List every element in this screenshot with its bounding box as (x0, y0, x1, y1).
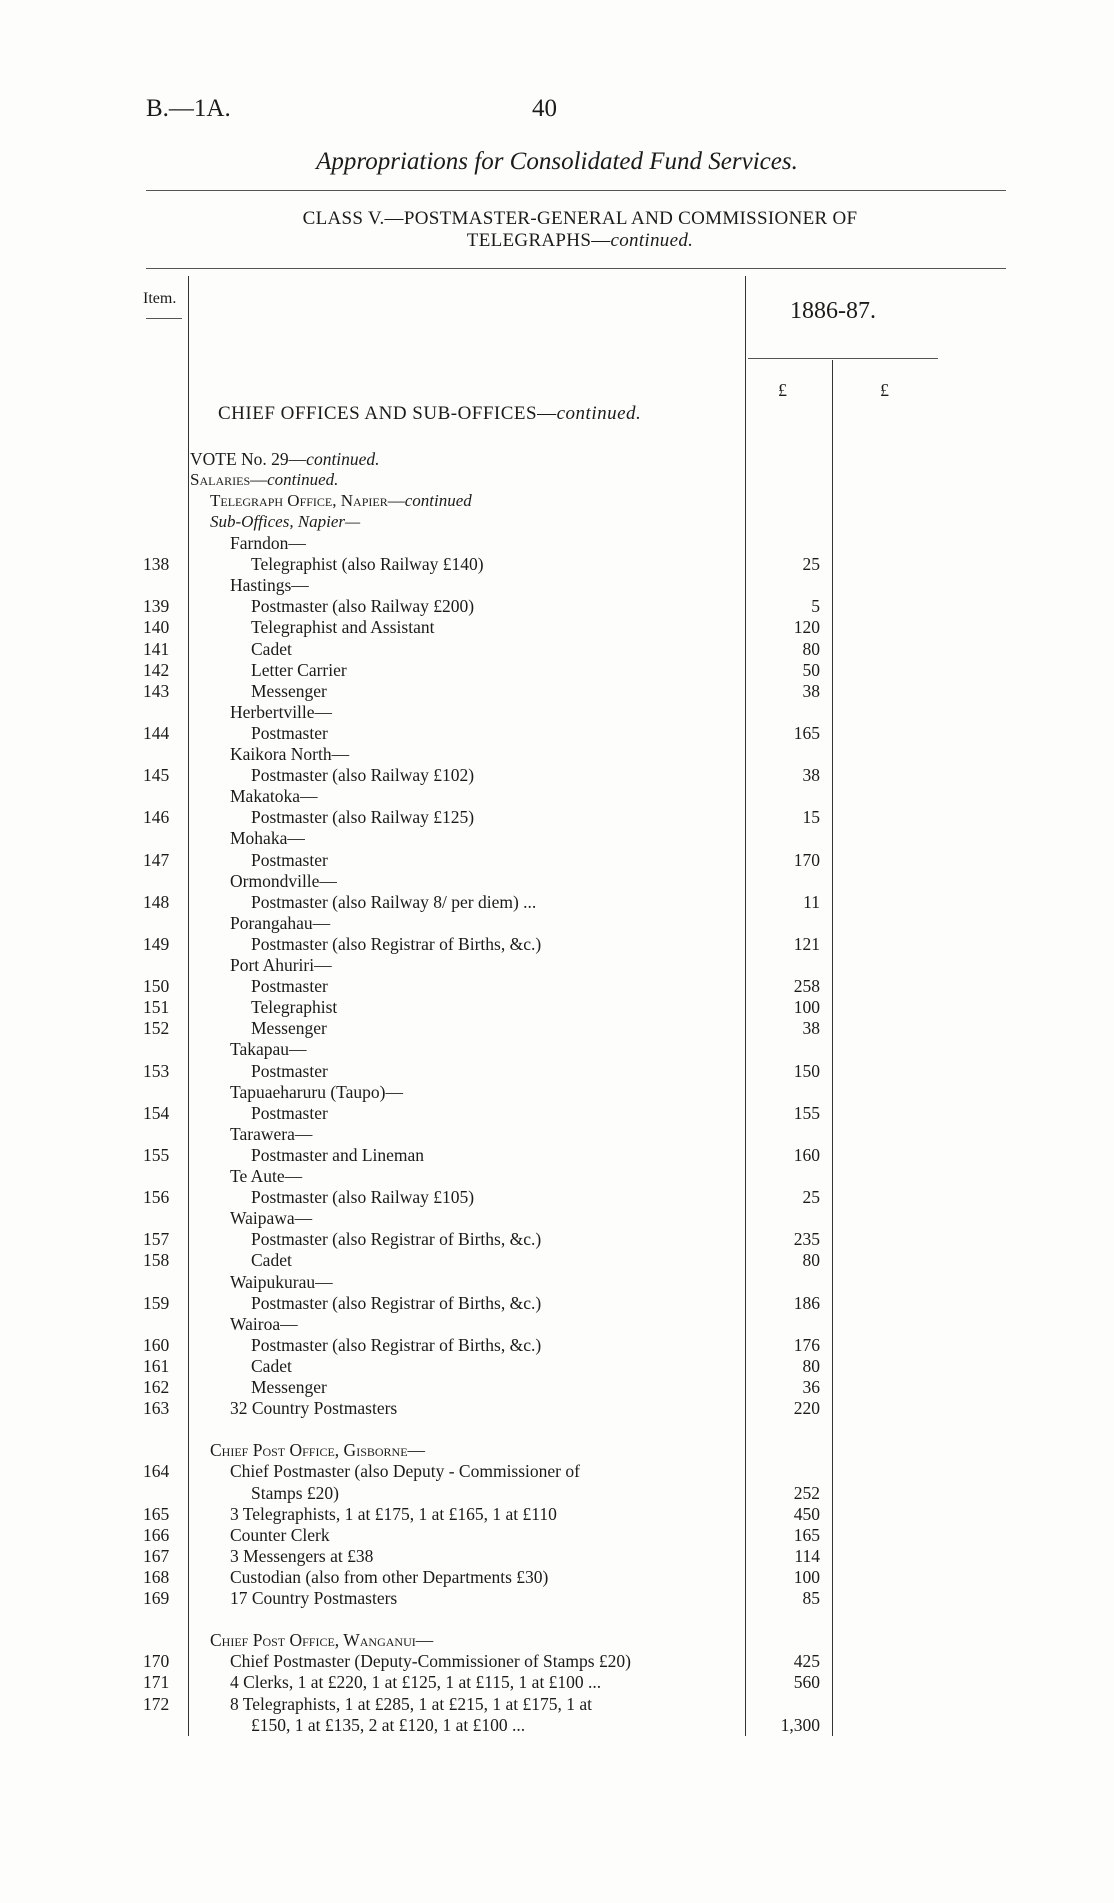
suboffices-heading: Sub-Offices, Napier— (210, 512, 361, 531)
item-number: 152 (143, 1018, 170, 1039)
currency-header-2: £ (880, 380, 889, 400)
item-description: Makatoka— (230, 786, 318, 807)
amount-value: 450 (793, 1503, 820, 1524)
table-row (0, 1567, 1114, 1588)
amount-value: 38 (802, 680, 820, 701)
table-top-rule (146, 268, 1006, 269)
subheading-row (0, 871, 1114, 892)
item-number: 161 (143, 1355, 170, 1376)
item-description: Chief Post Office, Wanganui— (210, 1630, 434, 1651)
page-number: 40 (532, 95, 557, 122)
item-number: 158 (143, 1250, 170, 1271)
amount-value: 15 (802, 807, 820, 828)
table-row (0, 1398, 1114, 1419)
item-description: Counter Clerk (230, 1524, 330, 1545)
item-description: Wairoa— (230, 1313, 298, 1334)
table-row (0, 639, 1114, 660)
item-number: 164 (143, 1461, 170, 1482)
item-description: Postmaster (also Railway £105) (251, 1187, 475, 1208)
item-description: Chief Postmaster (Deputy-Commissioner of Stamps £20) (230, 1651, 632, 1672)
amount-value: 150 (793, 1060, 820, 1081)
subheading-row (0, 1166, 1114, 1187)
item-description: 4 Clerks, 1 at £220, 1 at £125, 1 at £115, 1 at £100 ... (230, 1672, 602, 1693)
amount-value: 165 (793, 722, 820, 743)
item-description: Postmaster (also Registrar of Births, &c.) (251, 1334, 542, 1355)
item-number: 162 (143, 1377, 170, 1397)
item-description: Messenger (251, 1018, 327, 1039)
item-header: Item. (143, 290, 177, 307)
table-row (0, 554, 1114, 575)
item-number: 142 (143, 659, 170, 680)
amount-value: 80 (802, 1250, 820, 1271)
item-description: Postmaster (also Registrar of Births, &c.) (251, 933, 542, 954)
amount-value: 80 (802, 1355, 820, 1376)
spacer-row (0, 1419, 1114, 1440)
item-description: Tarawera— (230, 1123, 313, 1144)
item-number: 157 (143, 1229, 170, 1250)
item-number: 163 (143, 1398, 170, 1419)
table-row (0, 1250, 1114, 1271)
section-title (218, 403, 641, 425)
table-row (0, 1229, 1114, 1250)
subheading-row (0, 1082, 1114, 1103)
item-number: 154 (143, 1102, 170, 1123)
item-number: 165 (143, 1503, 170, 1524)
table-row (0, 765, 1114, 786)
item-description: Messenger (251, 1377, 327, 1397)
amount-value: 120 (793, 617, 820, 638)
document-reference: B.—1A. (146, 95, 231, 122)
amount-value: 36 (802, 1377, 820, 1397)
table-row (0, 1187, 1114, 1208)
item-description: Postmaster (251, 849, 328, 870)
amount-value: 25 (802, 554, 820, 575)
item-description: Stamps £20) (251, 1482, 339, 1503)
item-number: 160 (143, 1334, 170, 1355)
amount-value: 100 (793, 1566, 820, 1587)
item-number: 169 (143, 1588, 170, 1608)
table-row (0, 617, 1114, 638)
amount-value: 220 (793, 1398, 820, 1419)
amount-value: 186 (793, 1292, 820, 1313)
subheading-row (0, 1272, 1114, 1293)
item-description: 32 Country Postmasters (230, 1398, 398, 1419)
item-number: 156 (143, 1187, 170, 1208)
item-description: 17 Country Postmasters (230, 1588, 398, 1608)
section-title-italic: continued. (556, 403, 642, 424)
table-row (0, 892, 1114, 913)
amount-value: 235 (793, 1229, 820, 1250)
table-row (0, 1335, 1114, 1356)
subheading-row (0, 702, 1114, 723)
subheading-row (0, 744, 1114, 765)
item-description: Te Aute— (230, 1166, 303, 1186)
item-description: Mohaka— (230, 828, 305, 849)
item-header-rule (146, 318, 182, 319)
table-row (0, 1651, 1114, 1672)
item-description: Takapau— (230, 1039, 307, 1060)
class-title-line1: CLASS V.—POSTMASTER-GENERAL AND COMMISSIONER OF (302, 208, 858, 229)
amount-value: 85 (802, 1588, 820, 1608)
amount-value: 155 (793, 1102, 820, 1123)
subheading-row (0, 533, 1114, 554)
table-row (0, 1546, 1114, 1567)
table-row (0, 1461, 1114, 1482)
item-description: Chief Postmaster (also Deputy - Commissioner of (230, 1461, 580, 1482)
subheading-row (0, 828, 1114, 849)
subheading-row (0, 786, 1114, 807)
item-number: 143 (143, 680, 170, 701)
item-number: 148 (143, 891, 170, 912)
salaries-heading (190, 470, 338, 490)
item-description: Postmaster (251, 722, 328, 743)
table-row (0, 1694, 1114, 1715)
table-row (0, 1103, 1114, 1124)
item-description: Postmaster (also Railway £125) (251, 807, 475, 828)
amount-value: 165 (793, 1524, 820, 1545)
item-description: 8 Telegraphists, 1 at £285, 1 at £215, 1 at £175, 1 at (230, 1693, 593, 1714)
subheading-row (0, 1440, 1114, 1461)
item-description: £150, 1 at £135, 2 at £120, 1 at £100 ... (251, 1714, 526, 1735)
vote-heading-italic: continued. (306, 449, 380, 469)
year-rule (748, 358, 938, 359)
item-description: Postmaster (also Railway £200) (251, 596, 475, 617)
amount-value: 176 (793, 1334, 820, 1355)
item-number: 140 (143, 617, 170, 638)
class-title-line2 (150, 230, 1010, 252)
item-description: Telegraphist and Assistant (251, 617, 435, 638)
class-title-line2-main: TELEGRAPHS— (466, 230, 611, 251)
amount-value: 100 (793, 997, 820, 1018)
salaries-heading-main: Salaries— (190, 470, 268, 489)
item-number: 170 (143, 1651, 170, 1672)
item-number: 144 (143, 722, 170, 743)
item-number: 159 (143, 1292, 170, 1313)
item-number: 151 (143, 997, 170, 1018)
item-description: 3 Messengers at £38 (230, 1545, 374, 1566)
office-heading (210, 491, 472, 511)
table-row (0, 1061, 1114, 1082)
item-description: Postmaster and Lineman (251, 1144, 425, 1165)
amount-value: 5 (811, 596, 820, 617)
title-rule (146, 190, 1006, 191)
amount-value: 252 (793, 1482, 820, 1503)
item-description: 3 Telegraphists, 1 at £175, 1 at £165, 1 at £110 (230, 1503, 557, 1524)
item-description: Postmaster (251, 976, 328, 997)
item-description: Postmaster (251, 1060, 328, 1081)
item-description: Waipawa— (230, 1208, 313, 1229)
item-description: Farndon— (230, 533, 306, 553)
subheading-row (0, 575, 1114, 596)
page-title: Appropriations for Consolidated Fund Services. (316, 148, 798, 175)
item-description: Ormondville— (230, 870, 337, 891)
amount-value: 170 (793, 849, 820, 870)
item-description: Postmaster (also Registrar of Births, &c.) (251, 1292, 542, 1313)
item-number: 149 (143, 933, 170, 954)
amount-value: 160 (793, 1144, 820, 1165)
amount-value: 38 (802, 765, 820, 786)
table-row (0, 723, 1114, 744)
item-number: 146 (143, 807, 170, 828)
item-number: 138 (143, 554, 170, 575)
amount-value: 114 (794, 1545, 820, 1566)
amount-value: 121 (793, 933, 820, 954)
item-description: Cadet (251, 1250, 292, 1271)
amount-value: 1,300 (780, 1714, 820, 1735)
item-description: Port Ahuriri— (230, 955, 332, 975)
item-number: 153 (143, 1060, 170, 1081)
item-description: Postmaster (also Railway 8/ per diem) ... (251, 891, 537, 912)
subheading-row (0, 1715, 1114, 1736)
amount-value: 25 (802, 1187, 820, 1208)
table-row (0, 976, 1114, 997)
table-row (0, 1504, 1114, 1525)
office-heading-main: Telegraph Office, Napier— (210, 491, 405, 510)
item-description: Tapuaeharuru (Taupo)— (230, 1081, 403, 1102)
subheading-row (0, 1124, 1114, 1145)
item-description: Telegraphist (also Railway £140) (251, 554, 484, 575)
item-number: 141 (143, 638, 170, 659)
item-description: Postmaster (also Railway £102) (251, 765, 475, 786)
table-row (0, 1588, 1114, 1609)
vote-heading-main: VOTE No. 29— (190, 449, 307, 469)
table-row (0, 1145, 1114, 1166)
table-row (0, 1293, 1114, 1314)
item-number: 166 (143, 1524, 170, 1545)
subheading-row (0, 1208, 1114, 1229)
table-row (0, 596, 1114, 617)
table-row (0, 997, 1114, 1018)
subheading-row (0, 1630, 1114, 1651)
table-row (0, 681, 1114, 702)
table-row (0, 1356, 1114, 1377)
item-description: Telegraphist (251, 997, 338, 1018)
item-description: Postmaster (251, 1102, 328, 1123)
subheading-row (0, 1314, 1114, 1335)
currency-header-1: £ (778, 380, 787, 400)
year-header: 1886-87. (790, 298, 876, 324)
table-row (0, 1525, 1114, 1546)
item-description: Letter Carrier (251, 659, 347, 680)
amount-value: 258 (793, 976, 820, 997)
amount-value: 38 (802, 1018, 820, 1039)
item-number: 168 (143, 1566, 170, 1587)
spacer-row (0, 1609, 1114, 1630)
item-number: 167 (143, 1545, 170, 1566)
table-row (0, 850, 1114, 871)
table-row (0, 1018, 1114, 1039)
item-number: 145 (143, 765, 170, 786)
table-row (0, 934, 1114, 955)
subheading-row (0, 913, 1114, 934)
table-row (0, 807, 1114, 828)
item-description: Hastings— (230, 575, 309, 596)
subheading-row (0, 955, 1114, 976)
item-description: Kaikora North— (230, 744, 350, 764)
amount-value: 425 (793, 1651, 820, 1672)
table-row (0, 660, 1114, 681)
item-number: 150 (143, 976, 170, 997)
item-number: 171 (143, 1672, 170, 1693)
subheading-row (0, 1039, 1114, 1060)
item-number: 172 (143, 1693, 170, 1714)
item-description: Cadet (251, 1355, 292, 1376)
item-description: Porangahau— (230, 912, 331, 933)
vote-heading (190, 449, 380, 470)
subheading-row (0, 1483, 1114, 1504)
item-number: 147 (143, 849, 170, 870)
class-title-line2-italic: continued. (610, 230, 694, 251)
section-title-main: CHIEF OFFICES AND SUB-OFFICES— (218, 403, 557, 424)
item-description: Messenger (251, 680, 327, 701)
item-number: 155 (143, 1144, 170, 1165)
item-description: Postmaster (also Registrar of Births, &c.) (251, 1229, 542, 1250)
office-heading-italic: continued (404, 491, 472, 510)
item-description: Cadet (251, 638, 292, 659)
item-description: Chief Post Office, Gisborne— (210, 1440, 426, 1461)
item-description: Waipukurau— (230, 1271, 333, 1292)
amount-value: 560 (793, 1672, 820, 1693)
table-row (0, 1672, 1114, 1693)
table-row (0, 1377, 1114, 1398)
amount-value: 80 (802, 638, 820, 659)
item-description: Custodian (also from other Departments £30) (230, 1566, 549, 1587)
item-number: 139 (143, 596, 170, 617)
salaries-heading-italic: continued. (267, 470, 339, 489)
amount-value: 11 (803, 891, 820, 912)
amount-value: 50 (802, 659, 820, 680)
item-description: Herbertville— (230, 701, 333, 722)
